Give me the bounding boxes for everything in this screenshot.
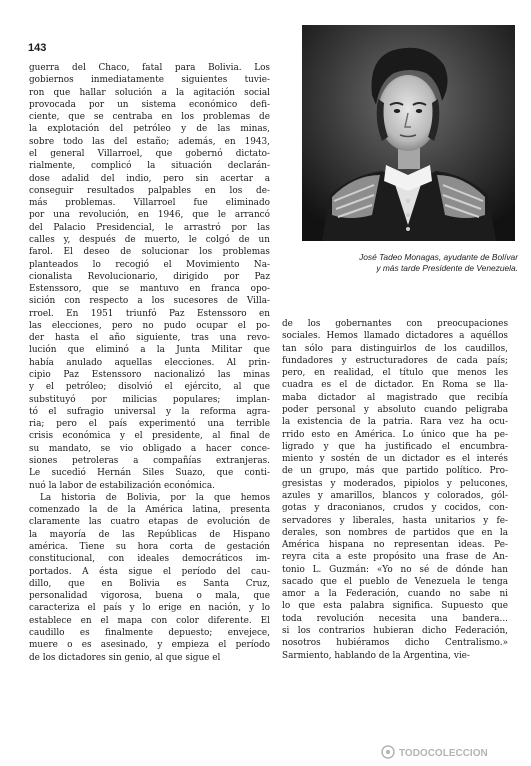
text-line: guerra del Chaco, fatal para Bolivia. Los bbox=[29, 63, 270, 73]
text-line: cuadra es el de dictador. En Roma se lla- bbox=[282, 380, 508, 391]
text-line: de un grupo, más que partido político. Pro- bbox=[282, 466, 508, 477]
text-line: dillo, que en Bolivia es Santa Cruz, bbox=[29, 578, 270, 589]
text-line: cipio Paz Estenssoro nacionalizó las minas bbox=[29, 370, 270, 381]
text-line: por una revolución, en 1946, que le arrancó bbox=[29, 210, 270, 221]
text-line: rialmente, complicó la situación declarán- bbox=[29, 161, 270, 172]
text-line: Sarmiento, hablando de la Argentina, vie- bbox=[282, 650, 470, 661]
text-line: sobre todo las del estaño; además, en 1943, bbox=[29, 136, 270, 147]
text-line: lución que eliminó a la Junta Militar que bbox=[29, 345, 270, 356]
text-line: la explotación del petróleo y de las minas, bbox=[29, 124, 270, 135]
text-line: siones petroleras a compañías extranjeras. bbox=[29, 456, 270, 466]
text-line: tó el sufragio universal y la reforma agra- bbox=[29, 406, 270, 417]
text-line: farol. El deseo de solucionar los problemas bbox=[29, 247, 270, 258]
text-line: planteados lo recogió el Movimiento Na- bbox=[29, 259, 270, 270]
text-line: provocada por un sistema económico defi- bbox=[29, 99, 270, 110]
text-line: Le sucedió Hernán Siles Suazo, que conti- bbox=[29, 468, 270, 479]
text-line: dose adalid del indio, pero sin acertar a bbox=[29, 173, 270, 184]
text-line: más problemas. Villarroel fue eliminado bbox=[29, 198, 270, 209]
text-line: sociales. Hemos llamado dictadores a aquéllos bbox=[282, 331, 508, 342]
text-line: de los gobernantes con preocupaciones bbox=[282, 319, 508, 329]
text-line: el general Villarroel, que gobernó dictato- bbox=[29, 148, 270, 159]
text-line: La historia de Bolivia, por la que hemos bbox=[40, 492, 270, 503]
text-line: toda revolución necesita una bandera... bbox=[282, 613, 508, 624]
text-line: ciente, que se centraba en los problemas de bbox=[29, 112, 270, 123]
text-line: y el petróleo; disolvió el ejército, al que bbox=[29, 382, 270, 393]
portrait-caption bbox=[296, 252, 518, 274]
text-line: Estenssoro, que se mantuvo en franca opo- bbox=[29, 284, 270, 295]
text-line: la mayoría de las Repúblicas de Hispano bbox=[29, 529, 270, 540]
text-line: der hasta el año siguiente, tras una revo- bbox=[29, 333, 270, 344]
text-line: calles y, después de muerto, le colgó de un bbox=[29, 234, 270, 245]
text-line: pero, en realidad, el título que menos les bbox=[282, 368, 508, 379]
left-text-column bbox=[29, 62, 270, 664]
text-line: si los contrarios hubieran dicho Federación, bbox=[282, 626, 508, 637]
text-line: la existencia de la patria. Rara vez ha ocu- bbox=[282, 417, 508, 428]
text-line: claramente las cuatro etapas de evolución de bbox=[29, 517, 270, 528]
watermark-logo bbox=[381, 744, 521, 760]
caption-line-2: y más tarde Presidente de Venezuela. bbox=[376, 263, 518, 273]
text-line: sacado que el pueblo de Venezuela le tenga bbox=[282, 576, 508, 587]
watermark-text: TODOCOLECCION bbox=[399, 748, 488, 759]
text-line: servadores y liberales, hasta unitarios y fe- bbox=[282, 515, 508, 526]
text-line: América hispana no representan ideas. Pe- bbox=[282, 540, 508, 551]
text-line: portados. A ésta sigue el período del cau- bbox=[29, 566, 270, 577]
text-line: fundadores y estructuradores de cada país; bbox=[282, 355, 508, 366]
text-line: substituyó por milicias populares; implan- bbox=[29, 394, 270, 405]
text-line: las elecciones, pero no pudo ocupar el po- bbox=[29, 320, 270, 331]
text-line: del Palacio Presidencial, le arrastró por las bbox=[29, 222, 270, 233]
text-line: caudillo es finalmente depuesto; envejece, bbox=[29, 627, 270, 638]
portrait-image bbox=[302, 25, 515, 241]
text-line: derales, son nombres de partidos que en la bbox=[282, 527, 508, 538]
text-line: conseguir resultados palpables en los de- bbox=[29, 185, 270, 196]
text-line: sición con respecto a los sucesores de Villa- bbox=[29, 296, 270, 307]
text-line: reyra cita a este propósito una frase de An- bbox=[282, 552, 508, 563]
text-line: poder personal y absoluto cuando peligraba bbox=[282, 404, 508, 415]
text-line: comenzado la de la América latina, presenta bbox=[29, 505, 270, 516]
text-line: su mandato, se vio obligado a hacer conce- bbox=[29, 443, 270, 454]
right-text-column bbox=[282, 318, 508, 662]
text-line: tonio L. Guzmán: «Yo no sé de dónde han bbox=[282, 564, 508, 575]
text-line: nuó la labor de estabilización económica. bbox=[29, 480, 215, 491]
text-line: ron que hallar solución a la agitación social bbox=[29, 87, 270, 98]
text-line: caracteriza el país y lo erige en nación, y lo bbox=[29, 603, 270, 614]
text-line: nosotros hubiéramos dicho Centralismo.» bbox=[282, 638, 508, 649]
text-line: gobiernos inmediatamente siguientes tuvie- bbox=[29, 75, 270, 86]
text-line: miento y sostén de un dictador es el interés bbox=[282, 454, 508, 465]
text-line: constitucional, con ideales democráticos im- bbox=[29, 554, 270, 565]
page-number: 143 bbox=[28, 42, 47, 54]
text-line: gotas y draconianos, crudos y cocidos, con- bbox=[282, 503, 508, 514]
text-line: tan sólo para distinguirlos de los caudillos, bbox=[282, 343, 508, 354]
text-line: azules y amarillos, blancos y colorados, gól- bbox=[282, 490, 508, 501]
caption-line-1: José Tadeo Monagas, ayudante de Bolívar bbox=[359, 252, 518, 262]
text-line: de los dictadores sin genio, al que sigue el bbox=[29, 652, 221, 663]
text-line: gresistas y moderados, pipiolos y pelucones, bbox=[282, 478, 508, 489]
text-line: ligrado y que ha justificado el encumbra- bbox=[282, 441, 508, 452]
text-line: maba dictador al magistrado que recibía bbox=[282, 392, 508, 403]
text-line: establece en el mapa con color diferente. El bbox=[29, 615, 270, 626]
text-line: ria; pero el país experimentó una terrible bbox=[29, 419, 270, 430]
text-line: personalidad vigorosa, buena o mala, que bbox=[29, 591, 270, 602]
text-line: américa. Tiene su hora corta de gestación bbox=[29, 541, 270, 552]
text-line: rrido esto en América. Lo único que ha pe- bbox=[282, 429, 508, 440]
text-line: muere o es asesinado, y empieza el período bbox=[29, 640, 270, 651]
text-line: crisis económica y el presidente, al final de bbox=[29, 431, 270, 442]
text-line: amor a la Federación, cuando no sabe ni bbox=[282, 589, 508, 600]
text-line: lo que esta palabra significa. Supuesto que bbox=[282, 601, 508, 612]
text-line: rroel. En 1951 triunfó Paz Estenssoro en bbox=[29, 308, 270, 319]
text-line: cionalista Revolucionario, dirigido por Paz bbox=[29, 271, 270, 282]
text-line: había anulado aquellas elecciones. Al prin- bbox=[29, 357, 270, 368]
